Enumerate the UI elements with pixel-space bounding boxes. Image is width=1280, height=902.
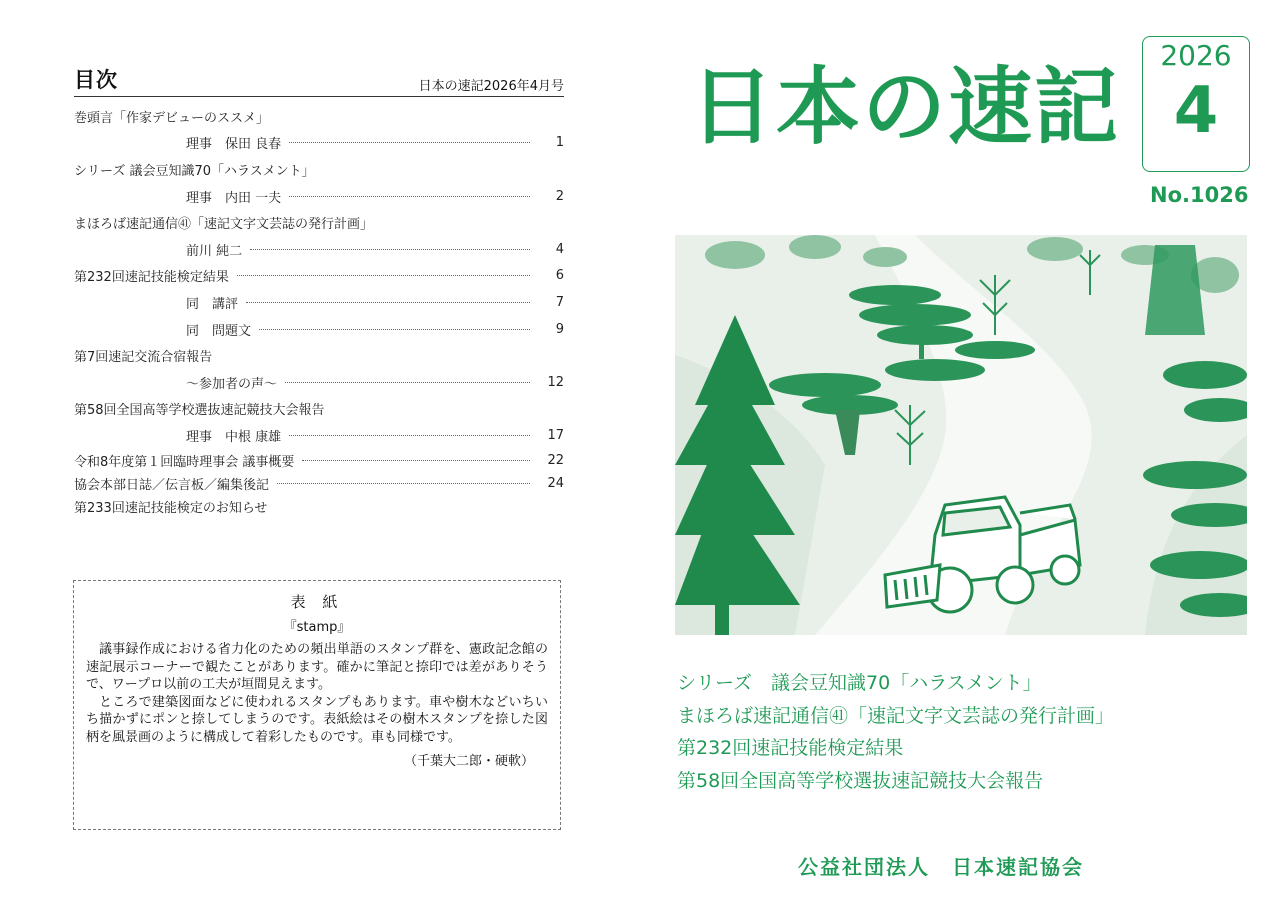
toc-entry-page: 9 (555, 321, 564, 337)
leader-dots (237, 275, 530, 276)
toc-entry[interactable] (74, 449, 564, 472)
magazine-title: 日本の速記 (690, 57, 1121, 156)
toc-entry-page: 22 (547, 452, 564, 468)
pine-tower-right (1145, 245, 1205, 335)
leader-dots (289, 196, 530, 197)
toc-entry[interactable] (74, 342, 564, 369)
toc-entry-label: 第232回速記技能検定結果 (74, 270, 229, 286)
landscape-illustration (675, 235, 1247, 635)
toc-entry-label: 第58回全国高等学校選抜速記競技大会報告 (74, 403, 325, 419)
toc-entry-label: まほろば速記通信㊶「速記文字文芸誌の発行計画」 (74, 217, 374, 233)
leader-dots (289, 435, 530, 436)
toc-entry[interactable] (74, 472, 564, 495)
leader-dots (285, 382, 530, 383)
toc-entry-label: 前川 純二 (186, 243, 243, 259)
toc-entry-label: 同 講評 (186, 296, 239, 312)
leader-dots (246, 302, 530, 303)
toc-entry[interactable] (74, 156, 564, 183)
issue-year: 2026 (1160, 39, 1232, 72)
toc-entry-label: 巻頭言「作家デビューのススメ」 (74, 110, 270, 126)
toc-entry-label: 第233回速記技能検定のお知らせ (74, 500, 268, 516)
leader-dots (259, 329, 530, 330)
toc-header (74, 64, 564, 97)
cover-note-title: 表 紙 (290, 593, 344, 611)
cover-note-paragraph: ところで建築図面などに使われるスタンプもあります。車や樹木などいちいち描かずにポンと捺してしまうのです。表紙絵はその樹木スタンプを捺した図柄を風景画のように構成して着彩したものです。車も同様です。 (86, 694, 548, 745)
leader-dots (289, 142, 530, 143)
cover-headlines (677, 667, 1114, 797)
toc-entry-label: 理事 内田 一夫 (186, 190, 282, 206)
cover-note-box (73, 580, 561, 830)
toc-entry-label: 理事 中根 康雄 (186, 429, 282, 445)
toc-entry[interactable] (74, 495, 564, 518)
cover-headline: まほろば速記通信㊶「速記文字文芸誌の発行計画」 (677, 704, 1115, 727)
cover-note-paragraph: 議事録作成における省力化のための頻出単語のスタンプ群を、憲政記念館の速記展示コーナーで観たことがあります。確かに筆記と捺印では差がありそうで、ワープロ以前の工夫が垣間見えます。 (86, 642, 548, 692)
toc-list (74, 103, 564, 518)
toc-issue-label: 日本の速記2026年4月号 (418, 79, 564, 94)
table-of-contents (74, 64, 564, 518)
leader-dots (250, 249, 530, 250)
cover-note-subtitle: 『stamp』 (283, 620, 351, 635)
leader-dots (277, 483, 530, 484)
leader-dots (302, 460, 530, 461)
toc-entry[interactable] (74, 263, 564, 290)
toc-entry-page: 6 (555, 268, 564, 284)
toc-entry-label: 同 問題文 (186, 323, 252, 339)
toc-entry-page: 2 (555, 188, 564, 204)
toc-entry-label: 協会本部日誌／伝言板／編集後記 (74, 477, 270, 493)
cover-illustration (675, 235, 1247, 635)
issue-month: 4 (1173, 74, 1219, 148)
toc-entry[interactable] (74, 236, 564, 263)
cover-headline: シリーズ 議会豆知識70「ハラスメント」 (677, 672, 1042, 694)
toc-entry-page: 24 (547, 475, 564, 491)
issue-number: No.1026 (1150, 183, 1249, 207)
toc-entry-label: 第7回速記交流合宿報告 (74, 350, 213, 366)
publisher-name: 公益社団法人 日本速記協会 (798, 855, 1084, 879)
toc-entry[interactable] (74, 422, 564, 449)
toc-entry[interactable] (74, 316, 564, 343)
toc-entry[interactable] (74, 103, 564, 130)
toc-entry-page: 17 (547, 427, 564, 443)
toc-entry-label: 理事 保田 良春 (186, 137, 282, 153)
cover-headline: 第232回速記技能検定結果 (677, 737, 904, 759)
cover-note-body (86, 641, 548, 746)
toc-entry-page: 12 (547, 374, 564, 390)
toc-entry-label: 〜参加者の声〜 (186, 376, 278, 392)
toc-entry[interactable] (74, 369, 564, 396)
cover-headline: 第58回全国高等学校選抜速記競技大会報告 (677, 769, 1044, 792)
toc-entry[interactable] (74, 130, 564, 157)
toc-entry-label: シリーズ 議会豆知識70「ハラスメント」 (74, 163, 315, 179)
toc-entry-page: 4 (555, 241, 564, 257)
toc-entry[interactable] (74, 396, 564, 423)
toc-entry[interactable] (74, 209, 564, 236)
toc-entry-page: 7 (555, 294, 564, 310)
toc-entry-label: 令和8年度第１回臨時理事会 議事概要 (74, 454, 295, 470)
issue-box (1142, 36, 1250, 172)
toc-title: 目次 (74, 68, 118, 92)
toc-entry[interactable] (74, 183, 564, 210)
cover-note-signature: （千葉大二郎・硬軟） (403, 754, 534, 769)
toc-entry-page: 1 (555, 135, 564, 151)
toc-entry[interactable] (74, 289, 564, 316)
